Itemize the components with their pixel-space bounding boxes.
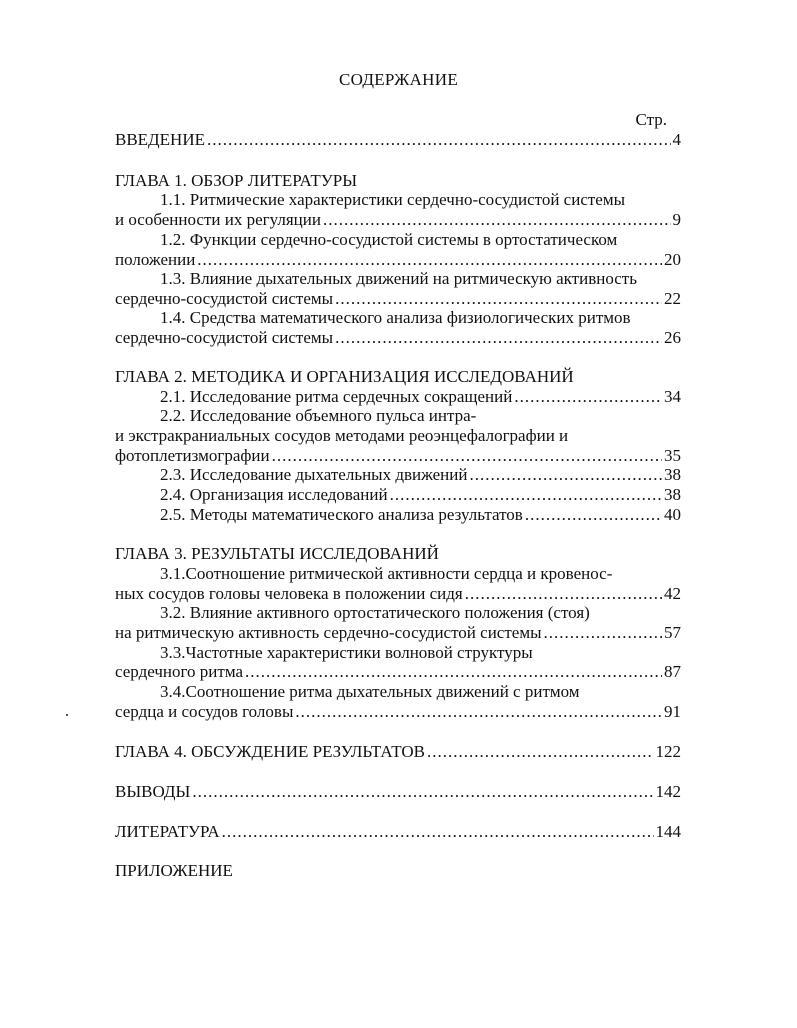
toc-entry-1-1[interactable] bbox=[115, 210, 681, 230]
toc-entry-label: положении bbox=[115, 250, 196, 269]
toc-page-number: 42 bbox=[664, 584, 681, 603]
toc-entry-label: 2.4. Организация исследований bbox=[160, 485, 388, 504]
section-3-2-line1: 3.2. Влияние активного ортостатического положения (стоя) bbox=[160, 603, 590, 622]
leader-dots bbox=[469, 465, 662, 485]
toc-page-number: 22 bbox=[664, 289, 681, 308]
toc-entry-label: ВВЕДЕНИЕ bbox=[115, 130, 205, 149]
toc-entry-label: и особенности их регуляции bbox=[115, 210, 321, 229]
toc-page-number: 57 bbox=[664, 623, 681, 642]
toc-entry-3-1[interactable] bbox=[115, 584, 681, 604]
leader-dots bbox=[335, 328, 662, 348]
toc-entry-label: ГЛАВА 4. ОБСУЖДЕНИЕ РЕЗУЛЬТАТОВ bbox=[115, 742, 425, 761]
leader-dots bbox=[295, 702, 662, 722]
leader-dots bbox=[390, 485, 662, 505]
toc-entry-chapter-4[interactable] bbox=[115, 742, 681, 762]
toc-entry-label: 2.1. Исследование ритма сердечных сокращений bbox=[160, 387, 513, 406]
toc-page-number: 38 bbox=[664, 465, 681, 484]
leader-dots bbox=[525, 505, 662, 525]
toc-entry-2-5[interactable] bbox=[160, 505, 681, 525]
leader-dots bbox=[207, 130, 671, 150]
leader-dots bbox=[514, 387, 662, 407]
toc-entry-label: сердца и сосудов головы bbox=[115, 702, 294, 721]
toc-entry-literature[interactable] bbox=[115, 822, 681, 842]
toc-entry-3-4[interactable] bbox=[115, 702, 681, 722]
section-1-2-line1: 1.2. Функции сердечно-сосудистой системы в ортостатическом bbox=[160, 230, 618, 249]
section-1-4-line1: 1.4. Средства математического анализа физиологических ритмов bbox=[160, 308, 631, 327]
toc-entry-1-3[interactable] bbox=[115, 289, 681, 309]
toc-page-number: 144 bbox=[655, 822, 681, 841]
toc-page-number: 87 bbox=[664, 662, 681, 681]
toc-page-number: 34 bbox=[664, 387, 681, 406]
leader-dots bbox=[335, 289, 662, 309]
toc-entry-3-2[interactable] bbox=[115, 623, 681, 643]
toc-entry-conclusions[interactable] bbox=[115, 782, 681, 802]
toc-page-number: 38 bbox=[664, 485, 681, 504]
toc-page-number: 26 bbox=[664, 328, 681, 347]
toc-entry-label: фотоплетизмографии bbox=[115, 446, 270, 465]
toc-page-number: 35 bbox=[664, 446, 681, 465]
toc-entry-label: сердечно-сосудистой системы bbox=[115, 328, 334, 347]
chapter-3-heading[interactable]: ГЛАВА 3. РЕЗУЛЬТАТЫ ИССЛЕДОВАНИЙ bbox=[115, 544, 439, 563]
toc-page-number: 91 bbox=[664, 702, 681, 721]
toc-entry-3-3[interactable] bbox=[115, 662, 681, 682]
toc-entry-label: сердечного ритма bbox=[115, 662, 244, 681]
leader-dots bbox=[222, 822, 654, 842]
page-title: СОДЕРЖАНИЕ bbox=[338, 70, 459, 89]
toc-entry-1-2[interactable] bbox=[115, 250, 681, 270]
toc-page-number: 4 bbox=[672, 130, 681, 149]
leader-dots bbox=[323, 210, 671, 230]
section-3-1-line1: 3.1.Соотношение ритмической активности сердца и кровенос- bbox=[160, 564, 613, 583]
chapter-1-heading[interactable]: ГЛАВА 1. ОБЗОР ЛИТЕРАТУРЫ bbox=[115, 171, 358, 190]
leader-dots bbox=[427, 742, 654, 762]
toc-entry-label: ВЫВОДЫ bbox=[115, 782, 191, 801]
toc-entry-appendix[interactable]: ПРИЛОЖЕНИЕ bbox=[115, 861, 233, 880]
section-3-3-line1: 3.3.Частотные характеристики волновой структуры bbox=[160, 643, 533, 662]
section-3-4-line1: 3.4.Соотношение ритма дыхательных движений с ритмом bbox=[160, 682, 580, 701]
toc-entry-label: сердечно-сосудистой системы bbox=[115, 289, 334, 308]
chapter-2-heading[interactable]: ГЛАВА 2. МЕТОДИКА И ОРГАНИЗАЦИЯ ИССЛЕДОВАНИЙ bbox=[115, 367, 574, 386]
section-1-1-line1: 1.1. Ритмические характеристики сердечно-сосудистой системы bbox=[160, 190, 626, 209]
leader-dots bbox=[465, 584, 662, 604]
scan-artifact bbox=[66, 714, 68, 716]
toc-entry-label: 2.5. Методы математического анализа результатов bbox=[160, 505, 523, 524]
toc-page-number: 122 bbox=[655, 742, 681, 761]
leader-dots bbox=[272, 446, 662, 466]
toc-entry-1-4[interactable] bbox=[115, 328, 681, 348]
section-2-2-line1: 2.2. Исследование объемного пульса интра- bbox=[160, 406, 477, 425]
toc-entry-2-2[interactable] bbox=[115, 446, 681, 466]
toc-entry-intro[interactable] bbox=[115, 130, 681, 150]
toc-entry-label: 2.3. Исследование дыхательных движений bbox=[160, 465, 468, 484]
toc-entry-label: ных сосудов головы человека в положении сидя bbox=[115, 584, 463, 603]
section-1-3-line1: 1.3. Влияние дыхательных движений на ритмическую активность bbox=[160, 269, 637, 288]
toc-entry-2-3[interactable] bbox=[160, 465, 681, 485]
toc-page-number: 40 bbox=[664, 505, 681, 524]
toc-entry-2-4[interactable] bbox=[160, 485, 681, 505]
section-2-2-line2: и экстракраниальных сосудов методами реоэнцефалографии и bbox=[115, 426, 569, 445]
page-column-header: Стр. bbox=[635, 110, 667, 129]
toc-page-number: 9 bbox=[672, 210, 681, 229]
toc-page-number: 142 bbox=[655, 782, 681, 801]
leader-dots bbox=[197, 250, 662, 270]
toc-entry-label: на ритмическую активность сердечно-сосудистой системы bbox=[115, 623, 542, 642]
leader-dots bbox=[544, 623, 662, 643]
leader-dots bbox=[192, 782, 653, 802]
toc-entry-label: ЛИТЕРАТУРА bbox=[115, 822, 220, 841]
leader-dots bbox=[245, 662, 662, 682]
toc-entry-2-1[interactable] bbox=[160, 387, 681, 407]
toc-page-number: 20 bbox=[664, 250, 681, 269]
